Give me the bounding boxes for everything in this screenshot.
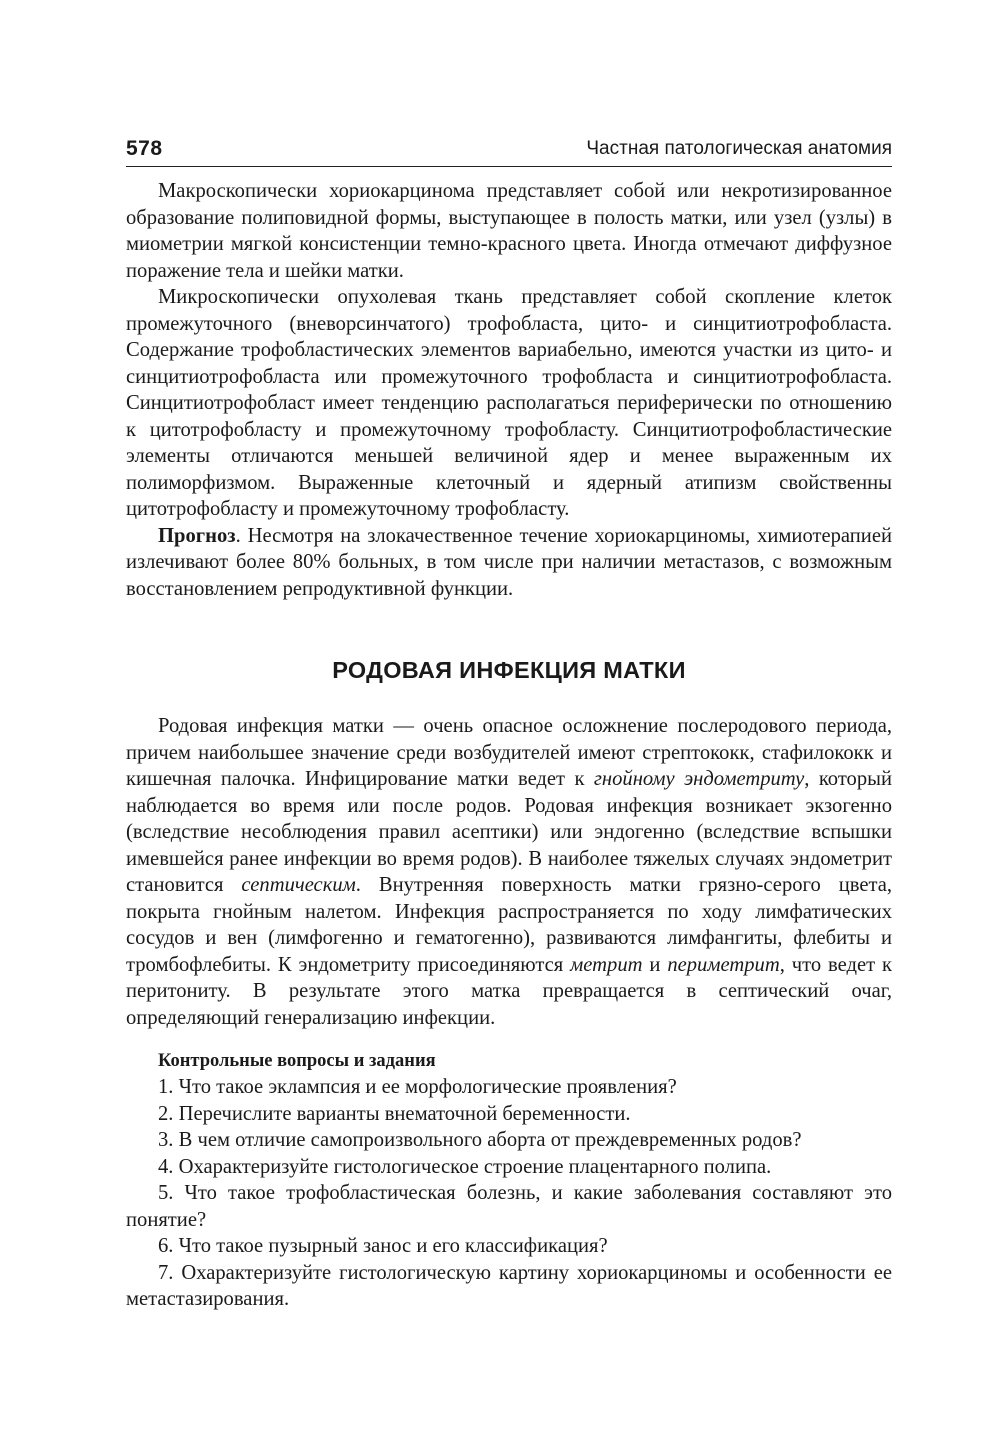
page-header: [126, 137, 892, 165]
prognosis-text: . Несмотря на злокачественное течение хориокарциномы, химиотерапией излечивают более 80% больных, в том числе при наличии метастазов, с возможным восстановлением репродуктивной функции.: [126, 524, 892, 600]
section-text-2: , который наблюдается во время или после родов. Родовая инфекция возникает экзогенно (вследствие несоблюдения правил асептики) или эндогенно (вследствие вспышки имевшейся ранее инфекции во время родов). В наиболее тяжелых случаях эндометрит становится: [126, 768, 892, 896]
header-divider: [126, 166, 892, 167]
section-text-3: . Внутренняя поверхность матки грязно-серого цвета, покрыта гнойным налетом. Инфекция распространяется по ходу лимфатических сосудов и вен (лимфогенно и гематогенно), развиваются лимфангиты, флебиты и тромбофлебиты. К эндометриту присоединяются: [126, 874, 892, 976]
section-paragraph: [126, 713, 892, 1031]
section-text-4: и: [642, 953, 668, 976]
running-title: Частная патологическая анатомия: [586, 138, 892, 159]
prognosis-paragraph: [126, 523, 892, 603]
section-text-5: , что ведет к перитониту. В результате этого матка превращается в септический очаг, определяющий генерализацию инфекции.: [126, 953, 892, 1029]
question-item: 5. Что такое трофобластическая болезнь, и какие заболевания составляют это понятие?: [126, 1182, 892, 1231]
question-item: 1. Что такое эклампсия и ее морфологические проявления?: [158, 1076, 677, 1098]
page-body: [126, 178, 892, 1313]
section-title: РОДОВАЯ ИНФЕКЦИЯ МАТКИ: [332, 657, 686, 683]
term-metritis: метрит: [570, 953, 643, 976]
macroscopy-paragraph: Макроскопически хориокарцинома представляет собой или некротизированное образование полиповидной формы, выступающее в полость матки, или узел (узлы) в миометрии мягкой консистенции темно-красного цвета. Иногда отмечают диффузное поражение тела и шейки матки.: [126, 180, 892, 282]
question-item: 3. В чем отличие самопроизвольного аборта от преждевременных родов?: [158, 1129, 802, 1151]
term-purulent-endometritis: гнойному эндометриту: [593, 768, 805, 790]
question-item: 7. Охарактеризуйте гистологическую картину хориокарциномы и особенности ее метастазирования.: [126, 1261, 892, 1310]
term-septic: септическим: [241, 874, 356, 896]
prognosis-label: Прогноз: [158, 524, 236, 547]
section-text-1: Родовая инфекция матки — очень опасное осложнение послеродового периода, причем наибольшее значение среди возбудителей имеют стрептококк, стафилококк и кишечная палочка. Инфицирование матки ведет к: [126, 715, 892, 790]
questions-heading: Контрольные вопросы и задания: [158, 1051, 436, 1071]
microscopy-paragraph: Микроскопически опухолевая ткань представляет собой скопление клеток промежуточного (вневорсинчатого) трофобласта, цито- и синцитиотрофобласта. Содержание трофобластических элементов вариабельно, имеются участки из цито- и синцитиотрофобласта или промежуточного трофобласта и синцитиотрофобласта. Синцитиотрофобласт имеет тенденцию располагаться периферически по отношению к цитотрофобласту и промежуточному трофобласту. Синцитиотрофобластические элементы отличаются меньшей величиной ядер и менее выраженным их полиморфизмом. Выраженные клеточный и ядерный атипизм свойственны цитотрофобласту и промежуточному трофобласту.: [126, 286, 892, 520]
question-item: 2. Перечислите варианты внематочной беременности.: [158, 1102, 631, 1125]
question-item: 6. Что такое пузырный занос и его классификация?: [158, 1235, 608, 1257]
page-number: 578: [126, 137, 163, 160]
term-perimetritis: периметрит: [667, 953, 780, 976]
question-item: 4. Охарактеризуйте гистологическое строение плацентарного полипа.: [158, 1155, 772, 1178]
